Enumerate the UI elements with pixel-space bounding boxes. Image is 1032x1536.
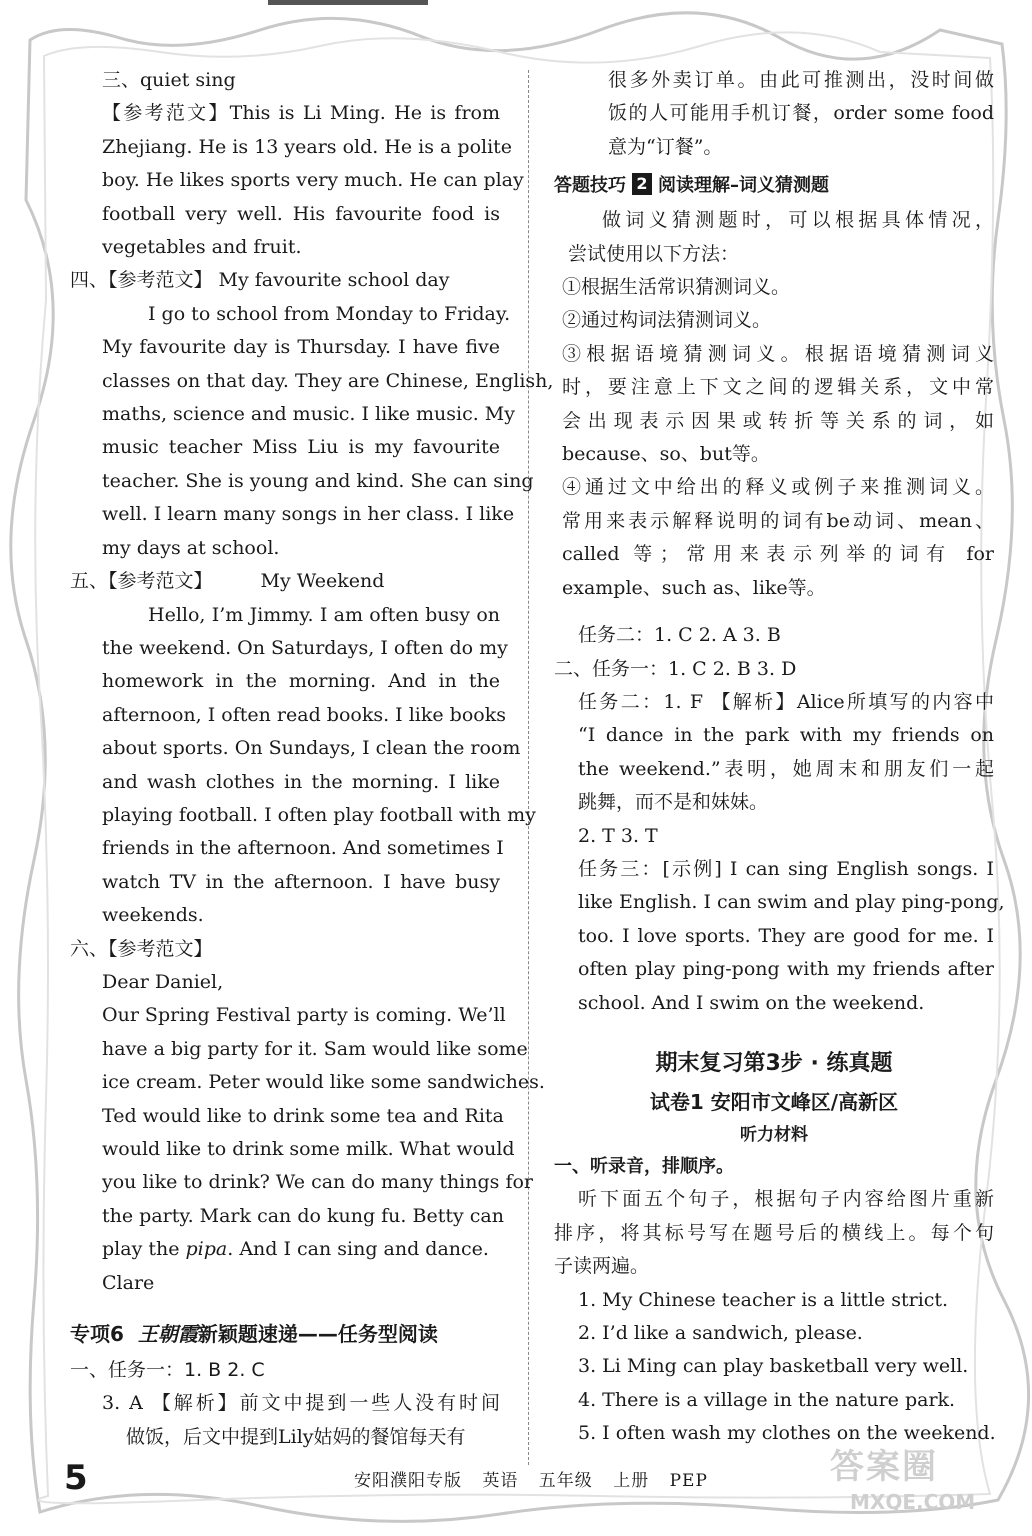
right-column: [554, 64, 1005, 1451]
q6-line: ice cream. Peter would like some sandwiches.: [102, 1071, 545, 1094]
q5-line: Hello, I’m Jimmy. I am often busy on: [148, 603, 500, 626]
tip-line: 时，要注意上下文之间的逻辑关系，文中常: [562, 376, 994, 399]
cont-line: 很多外卖订单。由此可推测出，没时间做: [608, 69, 994, 91]
tip-line: because、so、but等。: [562, 443, 770, 466]
q6-line: would like to drink some milk. What would: [102, 1138, 515, 1160]
tip-heading: [554, 164, 994, 204]
brand-logo: 王朝霞: [137, 1322, 198, 1347]
q3-line: Zhejiang. He is 13 years old. He is a polite: [102, 135, 513, 158]
q6-line: Ted would like to drink some tea and Rita: [102, 1104, 504, 1127]
q2-task2-line: 跳舞，而不是和妹妹。: [578, 791, 769, 814]
q3-line: 【参考范文】This is Li Ming. He is from: [102, 102, 500, 125]
q6-line: you like to drink? We can do many things for: [102, 1171, 534, 1194]
left-column: [70, 64, 554, 1454]
q2-task2-line: “I dance in the park with my friends on: [578, 724, 994, 747]
tip-line: 做词义猜测题时，可以根据具体情况，: [602, 209, 994, 232]
tip-label: 答题技巧: [554, 175, 626, 197]
q6-heading: 六、【参考范文】: [70, 937, 213, 960]
q3-line: vegetables and fruit.: [102, 236, 302, 259]
q6-line: [70, 1233, 500, 1266]
page-number: 5: [64, 1458, 88, 1498]
q5-line: afternoon, I often read books. I like books: [102, 703, 506, 726]
task1-answers: 一、任务一：1. B 2. C: [70, 1359, 265, 1382]
q2-task3-line: like English. I can swim and play ping-pong,: [578, 891, 1005, 914]
q4-heading: 四、【参考范文】 My favourite school day: [70, 269, 450, 292]
listen-intro-line: 子读两遍。: [554, 1255, 650, 1278]
q4-line: my days at school.: [102, 536, 280, 559]
q2-task3-line: too. I love sports. They are good for me. I: [578, 924, 994, 947]
q3-line: boy. He likes sports very much. He can play: [102, 169, 524, 192]
q4-line: music teacher Miss Liu is my favourite: [102, 436, 500, 459]
column-divider: [528, 70, 529, 1465]
q2-task1-answers: 二、任务一：1. C 2. B 3. D: [554, 657, 797, 680]
q4-line: classes on that day. They are Chinese, English,: [102, 369, 554, 392]
paper-title: 试卷1 安阳市文峰区/高新区: [649, 1089, 899, 1114]
footer-text: 安阳濮阳专版 英语 五年级 上册 PEP: [354, 1470, 708, 1491]
listen-sentence: 2. I’d like a sandwich, please.: [578, 1322, 863, 1344]
cont-line: 饭的人可能用手机订餐，order some food: [608, 102, 994, 125]
q3-line: football very well. His favourite food is: [102, 202, 500, 225]
q2-task2-line: 任务二：1. F 【解析】Alice所填写的内容中: [578, 690, 994, 713]
tip-line: called 等；常用来表示列举的词有 for: [562, 543, 994, 566]
q5-line: and wash clothes in the morning. I like: [102, 770, 500, 793]
q2-task2-line: the weekend.”表明，她周末和朋友们一起: [578, 757, 994, 780]
tip-line: example、such as、like等。: [562, 576, 826, 599]
section6-heading: [70, 1314, 500, 1354]
q6-text: . And I can sing and dance.: [227, 1238, 489, 1261]
q5-line: about sports. On Sundays, I clean the room: [102, 737, 521, 760]
top-rule: [268, 0, 428, 5]
listen-sentence: 3. Li Ming can play basketball very well.: [578, 1355, 969, 1378]
q6-signature: Clare: [102, 1271, 155, 1294]
listen-sentence: 1. My Chinese teacher is a little strict.: [578, 1288, 949, 1311]
q6-line: Dear Daniel,: [102, 970, 224, 993]
listen-sentence: 4. There is a village in the nature park.: [578, 1388, 956, 1411]
q2-task3-line: 任务三：[示例] I can sing English songs. I: [578, 857, 994, 880]
review-title: 期末复习第3步 · 练真题: [655, 1050, 893, 1076]
listen-intro-line: 听下面五个句子，根据句子内容给图片重新: [578, 1188, 994, 1211]
tip-line: 会出现表示因果或转折等关系的词，如: [562, 409, 994, 432]
q6-line: Our Spring Festival party is coming. We’ll: [102, 1004, 506, 1027]
tip-line: ①根据生活常识猜测词义。: [562, 276, 791, 299]
q5-line: friends in the afternoon. And sometimes I: [102, 837, 504, 860]
q5-line: the weekend. On Saturdays, I often do my: [102, 636, 508, 659]
tip-line: ④通过文中给出的释义或例子来推测词义。: [562, 476, 994, 499]
listen-intro-line: 排序，将其标号写在题号后的横线上。每个句: [554, 1221, 994, 1244]
q4-line: I go to school from Monday to Friday.: [148, 302, 511, 325]
q5-line: weekends.: [102, 904, 204, 927]
q4-line: well. I learn many songs in her class. I like: [102, 503, 515, 526]
listen-q1-heading: 一、听录音，排顺序。: [554, 1155, 734, 1177]
watermark-text: 答案圈: [830, 1447, 938, 1487]
q6-text: play the: [102, 1238, 186, 1261]
section6-label: 专项6: [70, 1322, 124, 1347]
q5-line: playing football. I often play football with my: [102, 803, 536, 826]
cont-line: 意为“订餐”。: [608, 135, 723, 158]
listening-title: 听力材料: [740, 1124, 808, 1145]
listen-sentence: 5. I often wash my clothes on the weekend.: [578, 1422, 996, 1445]
tip-title: 阅读理解–词义猜测题: [658, 175, 829, 197]
q2-task3-line: school. And I swim on the weekend.: [578, 991, 925, 1014]
task1-q3-line: 3. A 【解析】前文中提到一些人没有时间: [102, 1392, 500, 1415]
q2-t-answers: 2. T 3. T: [578, 824, 658, 847]
tip-line: 尝试使用以下方法：: [568, 242, 740, 265]
page-footer: [64, 1458, 964, 1498]
q5-line: homework in the morning. And in the: [102, 670, 500, 693]
task1-q3-line: 做饭，后文中提到Lily姑妈的餐馆每天有: [126, 1425, 466, 1448]
tip-line: ③根据语境猜测词义。根据语境猜测词义: [562, 342, 994, 365]
q3-heading: 三、quiet sing: [102, 69, 236, 91]
q5-heading-title: My Weekend: [260, 570, 385, 593]
watermark-logo: [830, 1445, 1010, 1525]
q4-line: My favourite day is Thursday. I have five: [102, 336, 500, 359]
section6-title: 新颖题速递——任务型阅读: [197, 1322, 438, 1347]
q6-line: the party. Mark can do kung fu. Betty can: [102, 1204, 504, 1227]
q4-line: teacher. She is young and kind. She can sing: [102, 469, 534, 492]
q4-line: maths, science and music. I like music. My: [102, 403, 515, 426]
tip-number-badge: 2: [632, 173, 652, 195]
tip-line: ②通过构词法猜测词义。: [562, 309, 772, 332]
q6-pipa: pipa: [185, 1238, 228, 1261]
q2-task3-line: often play ping-pong with my friends after: [578, 958, 994, 981]
tip-line: 常用来表示解释说明的词有be动词、mean、: [562, 509, 994, 532]
q5-heading-label: 五、【参考范文】: [70, 570, 213, 593]
task2-answers: 任务二：1. C 2. A 3. B: [578, 624, 781, 647]
q5-heading: [70, 565, 500, 598]
watermark-url: MXQE.COM: [850, 1490, 976, 1514]
q6-line: have a big party for it. Sam would like some: [102, 1037, 528, 1060]
q5-line: watch TV in the afternoon. I have busy: [102, 870, 500, 893]
